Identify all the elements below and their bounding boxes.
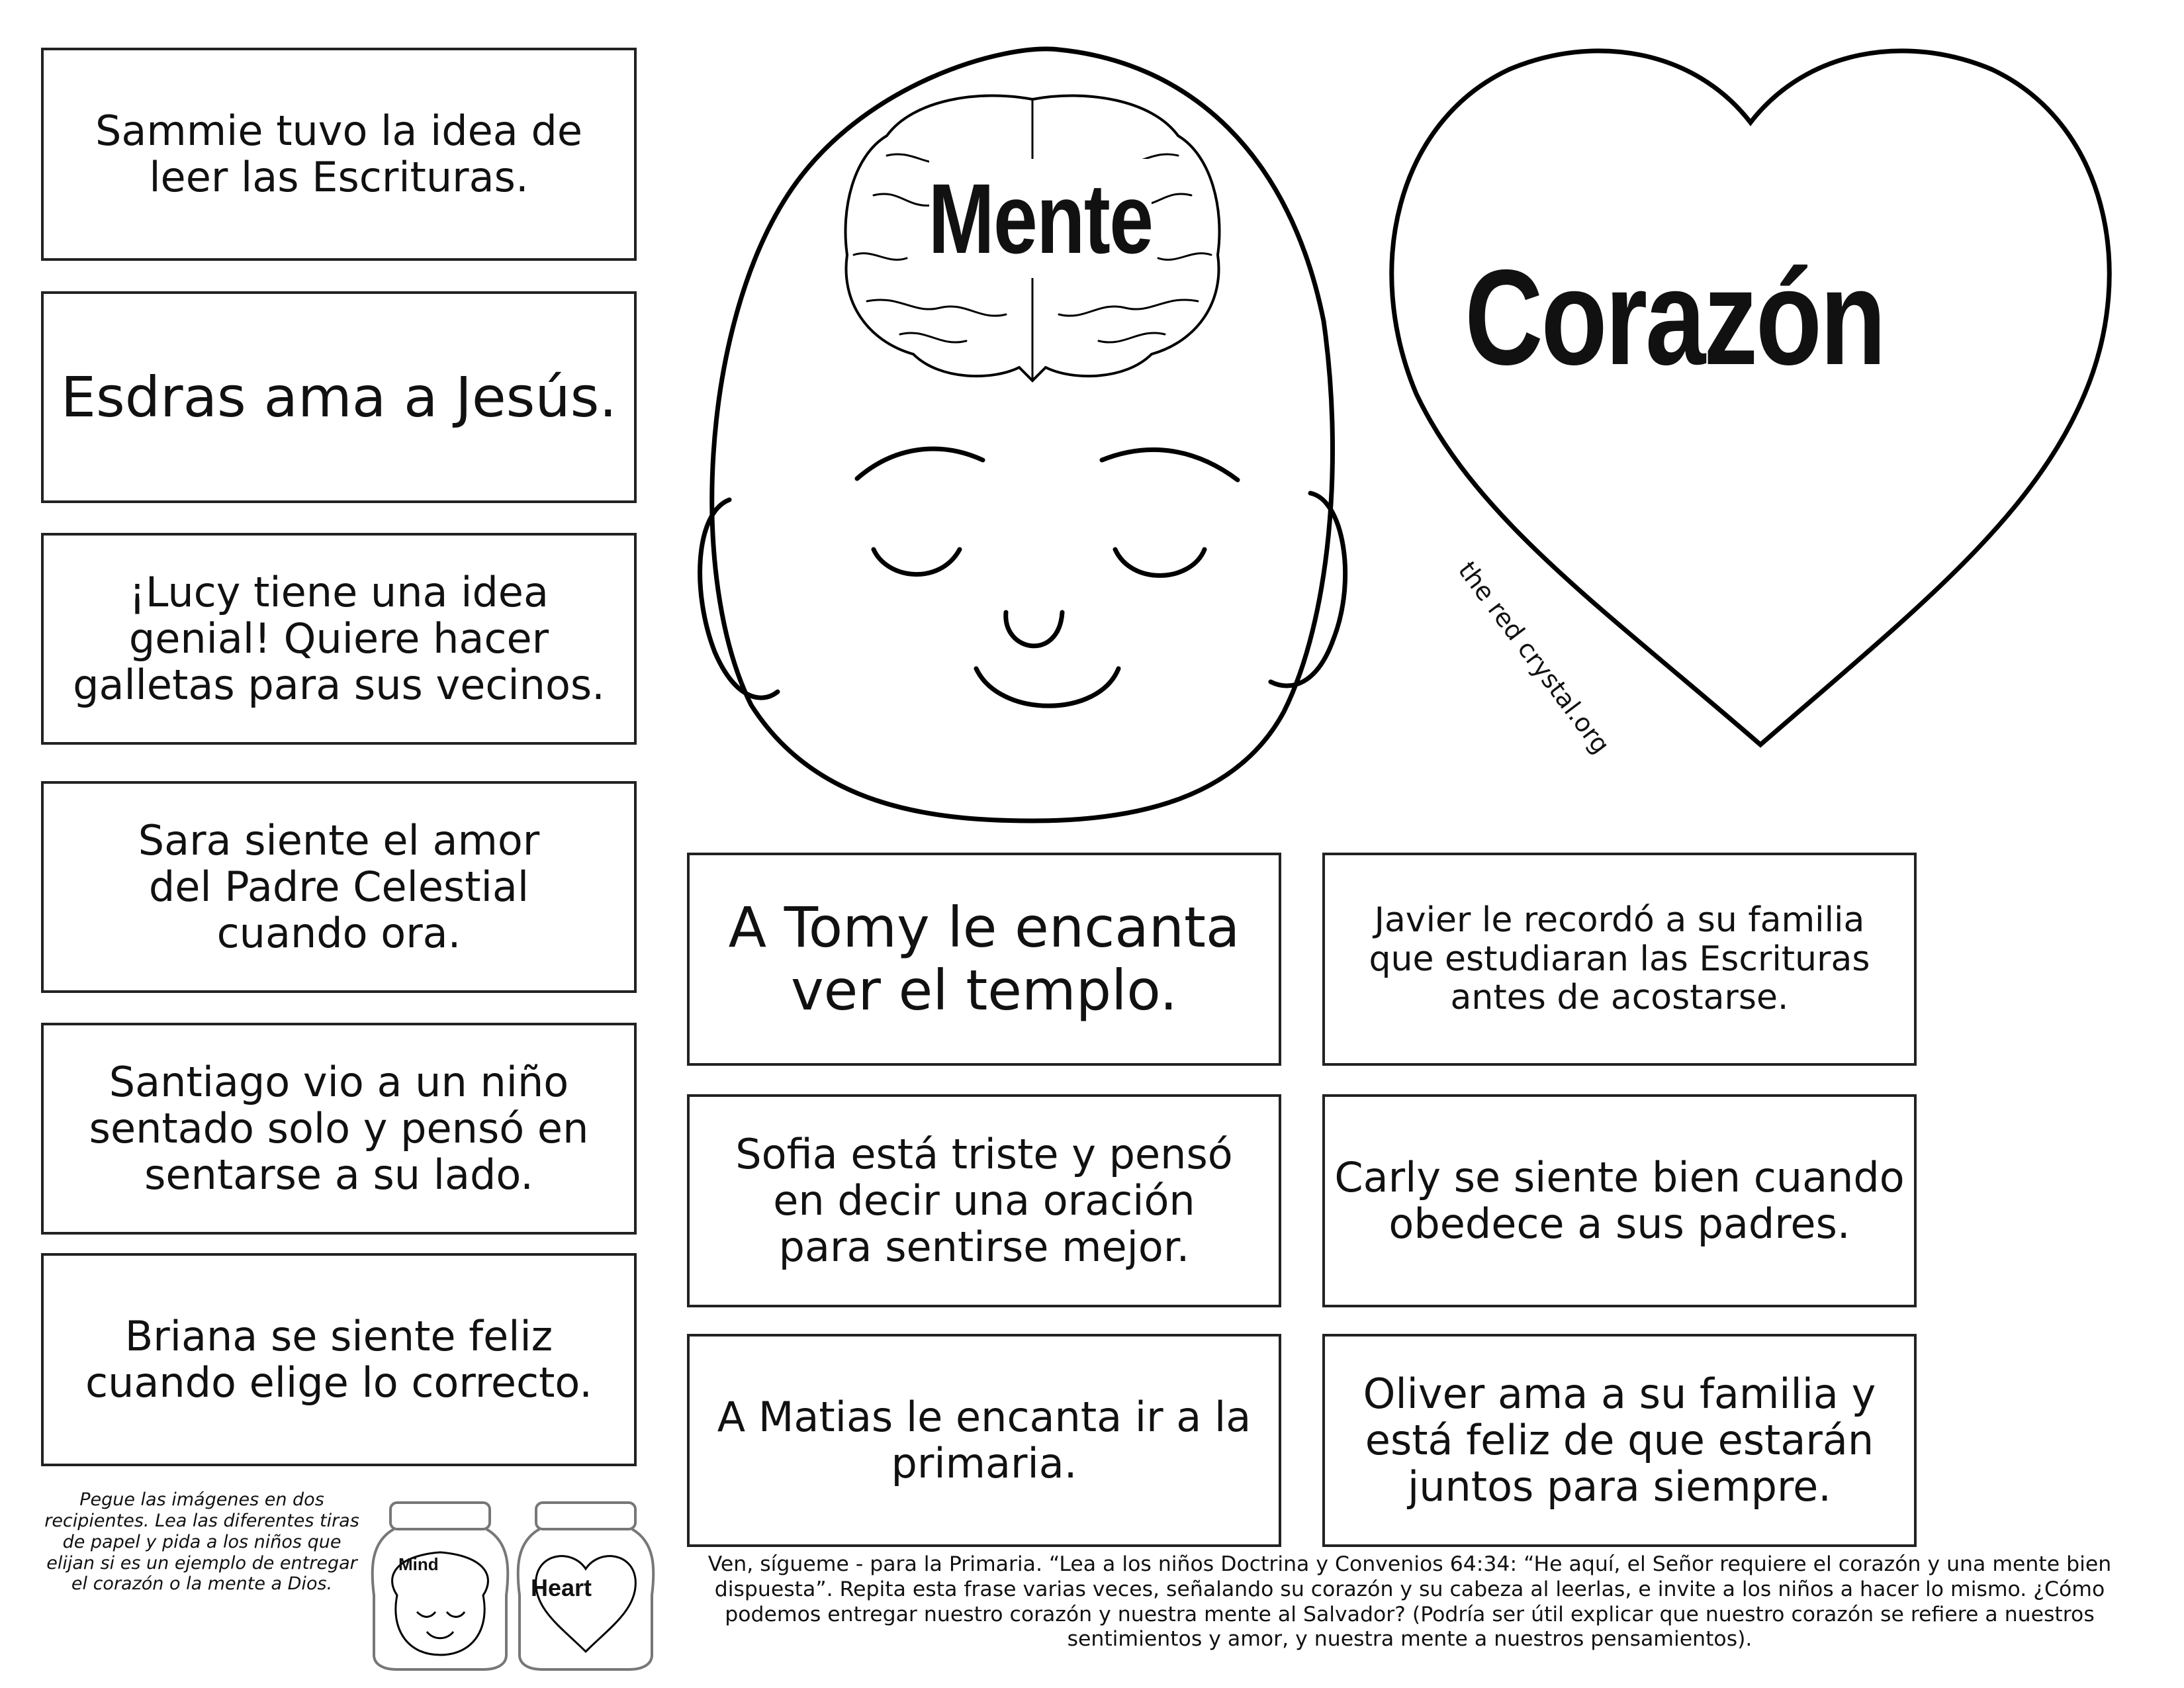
instructions-bottom: Ven, sígueme - para la Primaria. “Lea a los niños Doctrina y Convenios 64:34: “He aquí, el Señor requiere el corazón y una mente bien dispuesta”. Repita esta frase varias veces, señalando su corazón y su cabeza al leerlas, e invite a los niños a hacer lo mismo. ¿Cómo podemos entregar nuestro corazón y nuestra mente al Salvador? (Podría ser útil explicar que nuestro corazón se refiere a nuestros sentimientos y amor, y nuestra mente a nuestros pensamientos). [707, 1552, 2112, 1652]
mind-title: Mente [929, 159, 1152, 278]
card-sammie [41, 48, 637, 261]
card-sofia [687, 1094, 1281, 1307]
card-oliver [1322, 1334, 1917, 1547]
card-briana [41, 1253, 637, 1466]
card-sara [41, 781, 637, 993]
card-text: Briana se siente feliz cuando elige lo correcto. [85, 1311, 592, 1407]
card-tomy [687, 853, 1281, 1066]
card-text: Santiago vio a un niño sentado solo y pensó en sentarse a su lado. [89, 1057, 589, 1199]
card-text: Sara siente el amor del Padre Celestial cuando ora. [138, 816, 540, 958]
watermark-text: the red crystal.org [1452, 556, 1616, 759]
card-text: Sammie tuvo la idea de leer las Escrituras. [95, 106, 582, 201]
card-matias [687, 1334, 1281, 1547]
card-text: A Matias le encanta ir a la primaria. [717, 1392, 1251, 1487]
card-santiago [41, 1023, 637, 1235]
card-text: ¡Lucy tiene una idea genial! Quiere hacer galletas para sus vecinos. [73, 567, 605, 710]
card-text: Sofia está triste y pensó en decir una oración para sentirse mejor. [735, 1129, 1233, 1272]
card-carly [1322, 1094, 1917, 1307]
instructions-left: Pegue las imágenes en dos recipientes. Lea las diferentes tiras de papel y pida a los niños que elijan si es un ejemplo de entregar el corazón o la mente a Dios. [44, 1489, 359, 1595]
card-esdras [41, 291, 637, 503]
heart-title: Corazón [1465, 242, 1884, 393]
card-text: Esdras ama a Jesús. [60, 364, 617, 430]
card-javier [1322, 853, 1917, 1066]
head-illustration [688, 36, 1390, 831]
card-text: A Tomy le encanta ver el templo. [728, 895, 1240, 1023]
mind-jar-label: Mind [398, 1554, 439, 1574]
card-lucy [41, 533, 637, 745]
card-text: Oliver ama a su familia y está feliz de que estarán juntos para siempre. [1363, 1369, 1876, 1511]
card-text: Carly se siente bien cuando obedece a sus padres. [1334, 1152, 1905, 1248]
mind-jar-icon [364, 1496, 516, 1675]
card-text: Javier le recordó a su familia que estudiaran las Escrituras antes de acostarse. [1369, 900, 1870, 1018]
heart-jar-label: Heart [531, 1574, 592, 1601]
